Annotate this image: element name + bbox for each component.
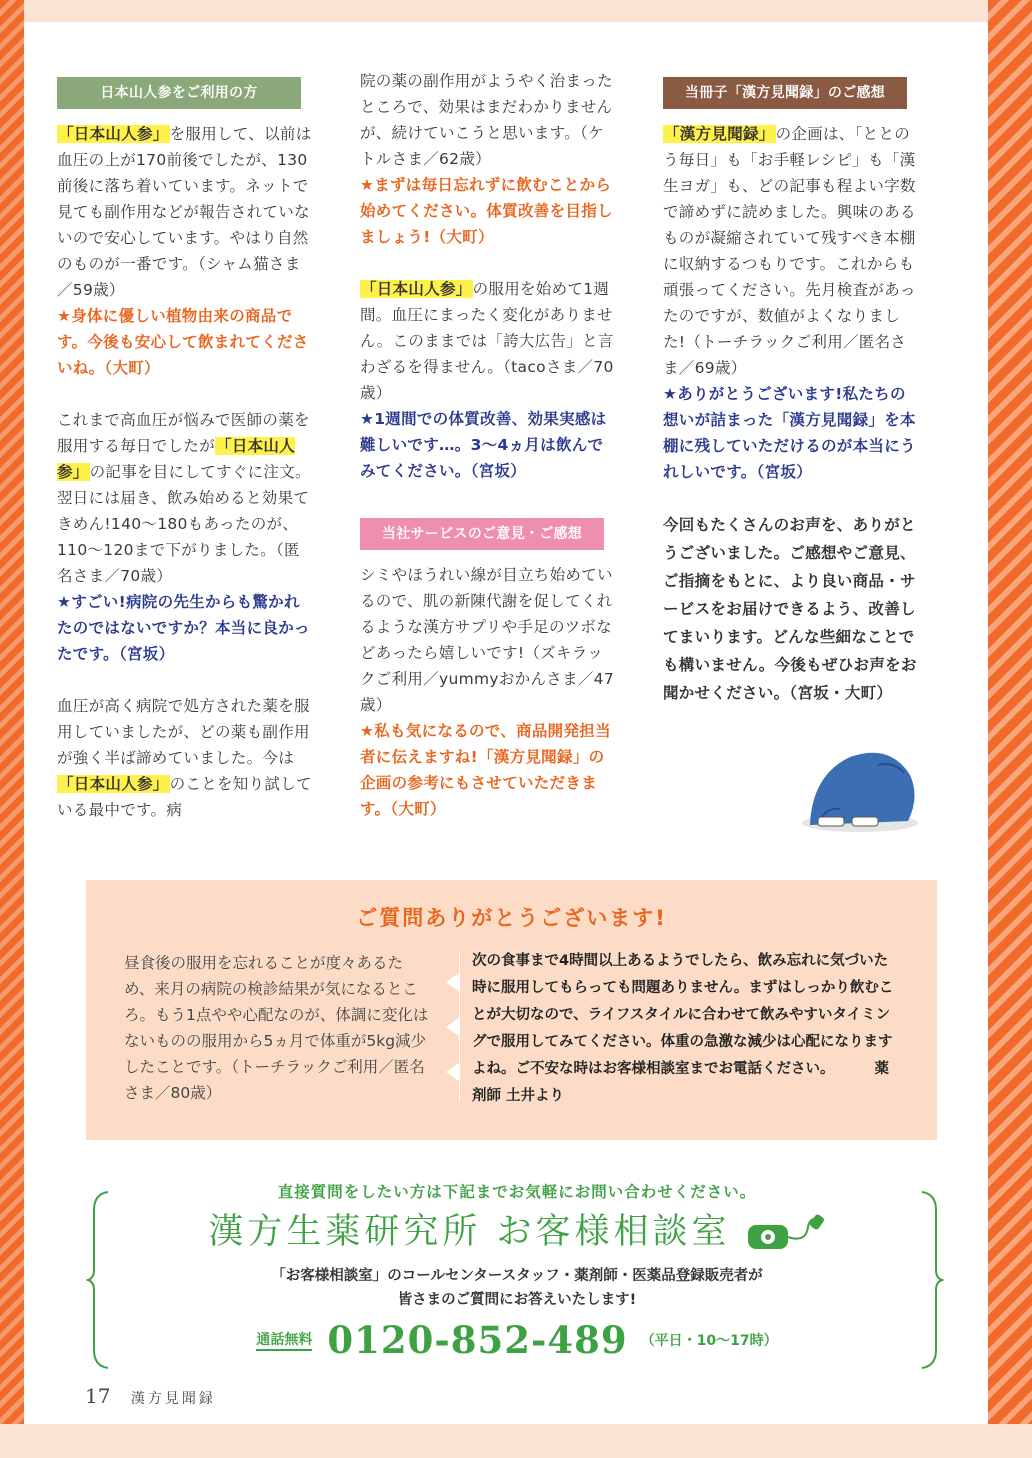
comment-text: を服用して、以前は血圧の上が170前後でしたが、130前後に落ち着いています。ネットで見ても副作用などが報告されていないので安心しています。やはり自然のものが一番です。（シャム猫さま／59歳） xyxy=(57,125,312,299)
contact-section xyxy=(92,1178,942,1378)
qa-box xyxy=(86,880,937,1140)
contact-sub xyxy=(92,1264,942,1312)
business-hours: （平日・10～17時） xyxy=(640,1333,778,1349)
right-stripe-border xyxy=(988,0,1032,1458)
contact-sub-line-1: 「お客様相談室」のコールセンタースタッフ・薬剤師・医薬品登録販売者が xyxy=(271,1268,763,1284)
answer-signature: 薬剤師 土井より xyxy=(472,1061,889,1104)
comment-1 xyxy=(57,121,313,303)
contact-lead: 直接質問をしたい方は下記までお気軽にお問い合わせください。 xyxy=(277,1183,757,1201)
phone-row xyxy=(92,1318,942,1362)
qa-question: 昼食後の服用を忘れることが度々あるため、来月の病院の検診結果が気になるところ。もう1点やや心配なのが、体調に変化はないものの服用から5ヵ月で体重が5kg減少したことです。（トーチラックご利用／匿名さま／80歳） xyxy=(124,954,429,1102)
telephone-icon xyxy=(746,1213,826,1253)
comment-3 xyxy=(57,693,313,823)
reply-1: ★身体に優しい植物由来の商品です。今後も安心して飲まれてくださいね。（大町） xyxy=(57,307,309,377)
bowing-person-illustration xyxy=(790,735,925,835)
comment-text: 血圧が高く病院で処方された薬を服用していましたが、どの薬も副作用が強く半ば諦めていました。今は xyxy=(57,697,310,767)
qa-title: ご質問ありがとうございます! xyxy=(356,906,667,930)
column-3 xyxy=(663,77,919,707)
section-label-booklet: 当冊子「漢方見聞録」のご感想 xyxy=(663,77,907,109)
phone-number[interactable]: 0120-852-489 xyxy=(327,1318,628,1362)
product-highlight: 「日本山人参」 xyxy=(58,775,169,793)
comment-text: の服用を始めて1週間。血圧にまったく変化がありません。このままでは「誇大広告」と言わざるを得ません。（tacoさま／70歳） xyxy=(360,280,614,402)
reply-4: ★1週間での体質改善、効果実感は難しいです…。3～4ヵ月は飲んでみてください。（宮坂） xyxy=(360,410,607,480)
contact-title-text: 漢方生薬研究所 お客様相談室 xyxy=(208,1212,731,1252)
comment-text: のことを知り試している最中です。病 xyxy=(57,775,312,819)
product-highlight: 「日本山人参」 xyxy=(58,125,169,143)
product-highlight: 「日本山人参」 xyxy=(361,280,472,298)
bottom-border xyxy=(0,1424,1032,1458)
comment-6 xyxy=(663,121,919,381)
toll-free-label: 通話無料 xyxy=(256,1329,312,1351)
section-label-service: 当社サービスのご意見・ご感想 xyxy=(360,518,604,550)
comment-2 xyxy=(57,407,313,589)
column-1 xyxy=(57,77,313,823)
comment-text: これまで高血圧が悩みで医師の薬を服用する毎日でしたが xyxy=(57,411,310,455)
closing-message: 今回もたくさんのお声を、ありがとうございました。ご感想やご意見、ご指摘をもとに、より良い商品・サービスをお届けできるよう、改善してまいります。どんな些細なことでも構いません。今後もぜひお声をお聞かせください。（宮坂・大町） xyxy=(663,516,917,702)
section-label-nihon-yamaninjin: 日本山人参をご利用の方 xyxy=(57,77,301,109)
comment-text: の企画は、「ととのう毎日」も「お手軽レシピ」も「漢生ヨガ」も、どの記事も程よい字数で諦めずに読めました。興味のあるものが凝縮されていて残すべき本棚に収納するつもりです。これからも頑張ってください。先月検査があったのですが、数値がよくなりました!（トーチラックご利用／匿名さま／69歳） xyxy=(663,125,916,377)
comment-3-continued: 院の薬の副作用がようやく治まったところで、効果はまだわかりませんが、続けていこうと思います。（ケトルさま／62歳） xyxy=(360,72,613,168)
left-stripe-border xyxy=(0,0,24,1458)
answer-text: 次の食事まで4時間以上あるようでしたら、飲み忘れに気づいた時に服用してもらっても問題ありません。まずはしっかり飲むことが大切なので、ライフスタイルに合わせて飲みやすいタイミングで服用してみてください。体重の急激な減少は心配になりますよね。ご不安な時はお客様相談室までお電話ください。 xyxy=(472,953,894,1077)
reply-6: ★ありがとうございます!私たちの想いが詰まった「漢方見聞録」を本棚に残していただけるのが本当にうれしいです。（宮坂） xyxy=(663,385,916,481)
comment-5: シミやほうれい線が目立ち始めているので、肌の新陳代謝を促してくれるような漢方サプリや手足のツボなどあったら嬉しいです!（ズキラックご利用／yummyおかんさま／47歳） xyxy=(360,566,614,714)
publication-title: 漢方見聞録 xyxy=(130,1391,216,1407)
contact-title xyxy=(92,1208,942,1256)
contact-sub-line-2: 皆さまのご質問にお答えいたします! xyxy=(397,1292,637,1308)
footer xyxy=(85,1384,216,1408)
page-number: 17 xyxy=(85,1384,111,1408)
booklet-highlight: 「漢方見聞録」 xyxy=(664,125,775,143)
product-highlight: 「日本山人参」 xyxy=(57,437,296,481)
qa-answer xyxy=(472,948,902,1110)
reply-5: ★私も気になるので、商品開発担当者に伝えますね!「漢方見聞録」の企画の参考にもさせていただきます。（大町） xyxy=(360,722,611,818)
reply-3: ★まずは毎日忘れずに飲むことから始めてください。体質改善を目指しましょう!（大町） xyxy=(360,176,613,246)
column-2 xyxy=(360,68,616,822)
comment-4 xyxy=(360,276,616,406)
reply-2: ★すごい!病院の先生からも驚かれたのではないですか？本当に良かったです。（宮坂） xyxy=(57,593,310,663)
comment-text: の記事を目にしてすぐに注文。翌日には届き、飲み始めると効果てきめん!140～180もあったのが、110～120まで下がりました。（匿名さま／70歳） xyxy=(57,463,311,585)
speech-pointer-icon xyxy=(446,952,460,1102)
top-border xyxy=(0,0,1032,22)
